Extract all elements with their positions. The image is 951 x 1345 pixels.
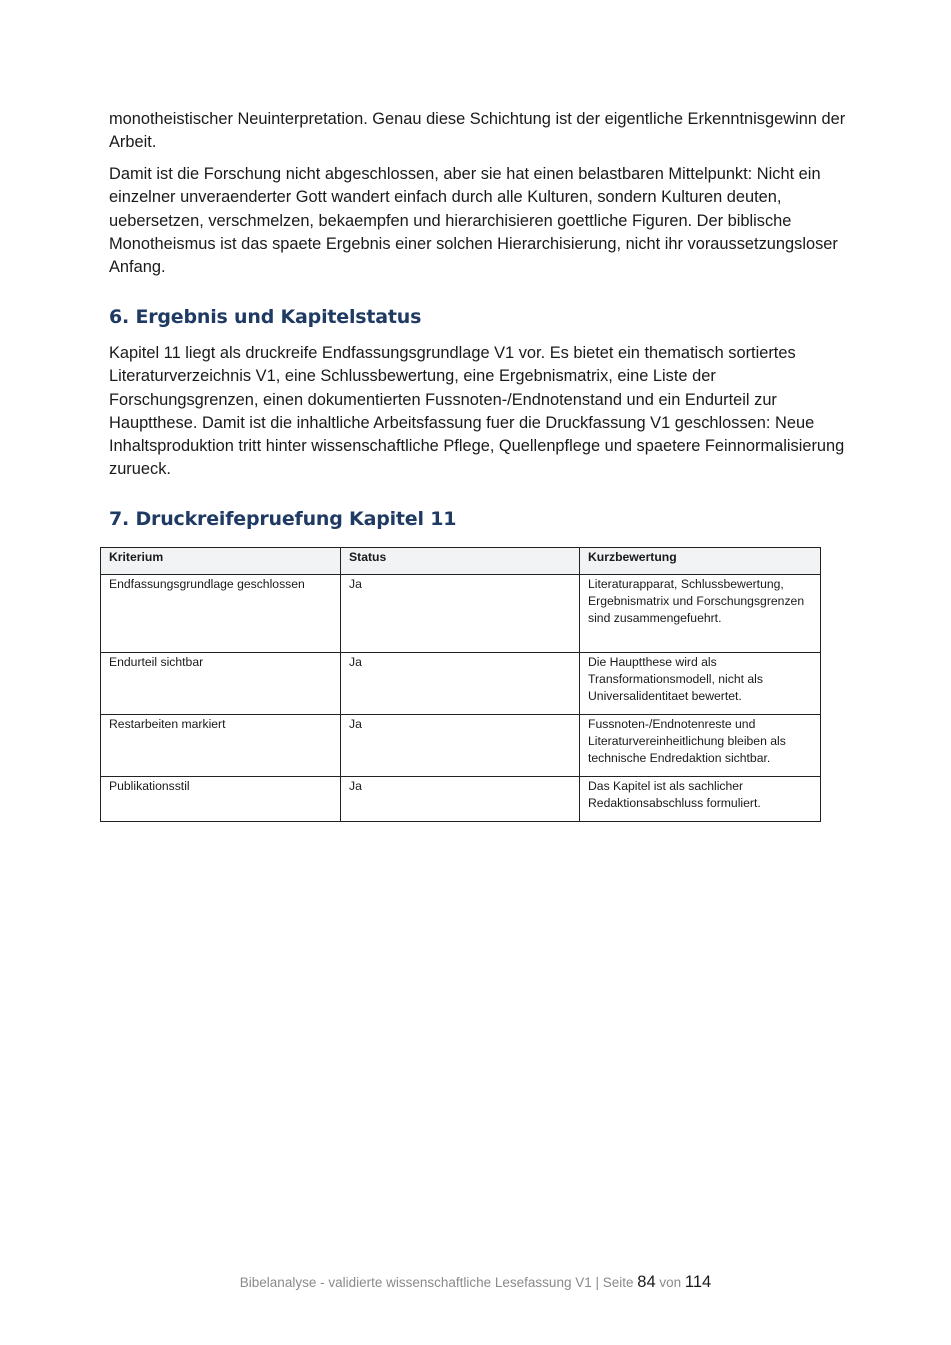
table-header-assessment: Kurzbewertung (580, 548, 821, 575)
section-6-heading: 6. Ergebnis und Kapitelstatus (109, 306, 422, 328)
table-row (101, 575, 821, 653)
page-footer (0, 1273, 951, 1292)
table-header-status: Status (341, 548, 580, 575)
body-paragraph-3: Kapitel 11 liegt als druckreife Endfassungsgrundlage V1 vor. Es bietet ein thematisch sortiertes Literaturverzeichnis V1, eine Schlussbewertung, eine Ergebnismatrix, eine Liste der Forschungsgrenzen, einen dokumentierten Fussnoten-/Endnotenstand und ein Endurteil zur Hauptthese. Damit ist die inhaltliche Arbeitsfassung fuer die Druckfassung V1 geschlossen: Neue Inhaltsproduktion tritt hinter wissenschaftliche Pflege, Quellenpflege und spaetere Feinnormalisierung zurueck. (109, 344, 845, 479)
table-cell-assessment: Das Kapitel ist als sachlicher Redaktionsabschluss formuliert. (580, 777, 821, 822)
section-7-heading: 7. Druckreifepruefung Kapitel 11 (109, 508, 457, 530)
table-cell-criterion: Restarbeiten markiert (101, 715, 341, 777)
table-cell-assessment: Literaturapparat, Schlussbewertung, Ergebnismatrix und Forschungsgrenzen sind zusammengefuehrt. (580, 575, 821, 653)
footer-total-pages: 114 (684, 1273, 712, 1291)
table-row (101, 653, 821, 715)
body-paragraph-2: Damit ist die Forschung nicht abgeschlossen, aber sie hat einen belastbaren Mittelpunkt: Nicht ein einzelner unveraenderter Gott wandert einfach durch alle Kulturen, sondern Kulturen deuten, uebersetzen, verschmelzen, bekaempfen und hierarchisieren goettliche Figuren. Der biblische Monotheismus ist das spaete Ergebnis einer solchen Hierarchisierung, nicht ihr voraussetzungsloser Anfang. (109, 165, 838, 277)
table-cell-status: Ja (341, 653, 580, 715)
review-table (100, 547, 821, 822)
table-cell-status: Ja (341, 777, 580, 822)
table-cell-assessment: Fussnoten-/Endnotenreste und Literaturvereinheitlichung bleiben als technische Endredaktion sichtbar. (580, 715, 821, 777)
table-row (101, 777, 821, 822)
table-header-criterion: Kriterium (101, 548, 341, 575)
footer-separator: von (655, 1275, 685, 1290)
body-paragraph-1: monotheistischer Neuinterpretation. Genau diese Schichtung ist der eigentliche Erkenntnisgewinn der Arbeit. (109, 110, 846, 152)
table-header-row (101, 548, 821, 575)
footer-page-number: 84 (637, 1273, 656, 1291)
table-cell-status: Ja (341, 715, 580, 777)
table-cell-criterion: Endfassungsgrundlage geschlossen (101, 575, 341, 653)
footer-text: Bibelanalyse - validierte wissenschaftliche Lesefassung V1 | Seite (239, 1275, 638, 1290)
table-cell-criterion: Publikationsstil (101, 777, 341, 822)
table-row (101, 715, 821, 777)
table-cell-criterion: Endurteil sichtbar (101, 653, 341, 715)
table-cell-assessment: Die Hauptthese wird als Transformationsmodell, nicht als Universalidentitaet bewertet. (580, 653, 821, 715)
table-cell-status: Ja (341, 575, 580, 653)
